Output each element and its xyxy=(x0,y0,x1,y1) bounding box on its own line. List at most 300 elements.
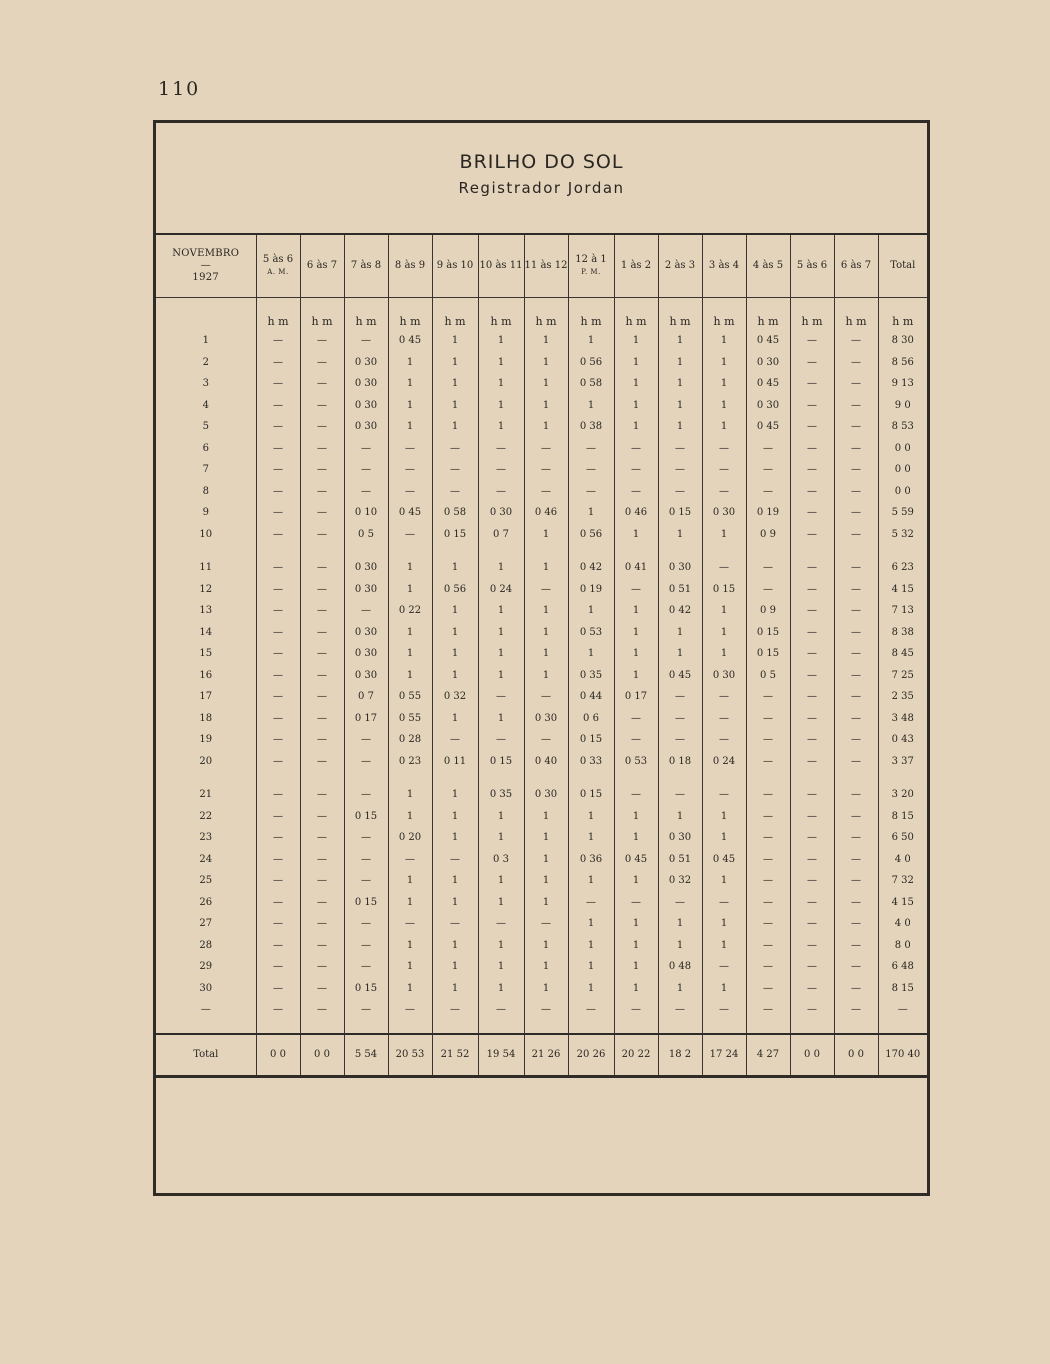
value-cell: 3 37 xyxy=(878,751,927,773)
spacer-cell xyxy=(834,1021,878,1034)
value-cell: — xyxy=(834,913,878,935)
value-cell: — xyxy=(790,459,834,481)
value-cell: 6 23 xyxy=(878,557,927,579)
value-cell: — xyxy=(614,729,658,751)
value-cell: — xyxy=(300,438,344,460)
value-cell: 0 18 xyxy=(658,751,702,773)
value-cell: — xyxy=(344,481,388,503)
value-cell: 1 xyxy=(524,956,568,978)
table-row xyxy=(156,600,927,622)
value-cell: 1 xyxy=(388,579,432,601)
value-cell: 1 xyxy=(388,870,432,892)
sunshine-table xyxy=(156,235,927,1078)
table-row xyxy=(156,751,927,773)
value-cell: 0 30 xyxy=(702,665,746,687)
day-cell: 16 xyxy=(199,669,213,681)
value-cell: — xyxy=(790,643,834,665)
value-cell: — xyxy=(256,416,300,438)
value-cell: — xyxy=(702,784,746,806)
units-cell: h m xyxy=(878,298,927,331)
value-cell: 1 xyxy=(658,395,702,417)
value-cell: 0 30 xyxy=(478,502,524,524)
value-cell: — xyxy=(746,686,790,708)
units-cell: h m xyxy=(658,298,702,331)
value-cell: 1 xyxy=(478,330,524,352)
value-cell: 0 5 xyxy=(344,524,388,546)
value-cell: 1 xyxy=(524,665,568,687)
value-cell: — xyxy=(790,665,834,687)
value-cell: 1 xyxy=(614,956,658,978)
value-cell: 0 30 xyxy=(746,352,790,374)
value-cell: 1 xyxy=(614,622,658,644)
value-cell: — xyxy=(746,892,790,914)
value-cell: — xyxy=(256,827,300,849)
total-cell: 0 0 xyxy=(790,1034,834,1077)
day-cell: 7 xyxy=(202,464,209,476)
value-cell: 8 15 xyxy=(878,978,927,1000)
value-cell: — xyxy=(658,999,702,1021)
value-cell: — xyxy=(300,978,344,1000)
value-cell: 1 xyxy=(432,956,478,978)
table-row xyxy=(156,870,927,892)
value-cell: — xyxy=(432,849,478,871)
value-cell: — xyxy=(388,849,432,871)
value-cell: — xyxy=(478,686,524,708)
value-cell: — xyxy=(746,806,790,828)
value-cell: 1 xyxy=(702,395,746,417)
value-cell: 1 xyxy=(388,665,432,687)
value-cell: 1 xyxy=(388,352,432,374)
column-header-label: 3 às 4 xyxy=(708,260,740,271)
value-cell: 1 xyxy=(524,524,568,546)
units-cell: h m xyxy=(790,298,834,331)
table-frame xyxy=(153,120,930,1196)
value-cell: 1 xyxy=(478,557,524,579)
column-header xyxy=(790,235,834,298)
spacer-cell xyxy=(834,545,878,557)
value-cell: — xyxy=(300,751,344,773)
value-cell: — xyxy=(790,892,834,914)
value-cell: — xyxy=(524,459,568,481)
value-cell: 1 xyxy=(478,935,524,957)
value-cell: 1 xyxy=(614,643,658,665)
value-cell: — xyxy=(746,913,790,935)
day-cell: 27 xyxy=(199,918,213,930)
value-cell: 1 xyxy=(614,416,658,438)
value-cell: 1 xyxy=(478,956,524,978)
value-cell: 7 13 xyxy=(878,600,927,622)
table-row xyxy=(156,502,927,524)
value-cell: 0 15 xyxy=(344,806,388,828)
value-cell: 0 0 xyxy=(878,459,927,481)
value-cell: — xyxy=(790,622,834,644)
value-cell: 0 15 xyxy=(344,978,388,1000)
value-cell: 1 xyxy=(432,784,478,806)
value-cell: — xyxy=(300,849,344,871)
value-cell: — xyxy=(300,892,344,914)
table-row xyxy=(156,459,927,481)
value-cell: 0 15 xyxy=(344,892,388,914)
units-cell: h m xyxy=(746,298,790,331)
value-cell: 1 xyxy=(478,600,524,622)
value-cell: — xyxy=(300,502,344,524)
spacer-cell xyxy=(614,545,658,557)
total-cell: 21 26 xyxy=(524,1034,568,1077)
spacer-cell xyxy=(658,1021,702,1034)
day-cell: 2 xyxy=(202,356,209,368)
value-cell: 1 xyxy=(524,395,568,417)
value-cell: — xyxy=(478,481,524,503)
value-cell: 4 0 xyxy=(878,913,927,935)
value-cell: — xyxy=(834,524,878,546)
spacer-cell xyxy=(300,1021,344,1034)
value-cell: 1 xyxy=(524,870,568,892)
value-cell: 1 xyxy=(614,352,658,374)
total-cell: 5 54 xyxy=(344,1034,388,1077)
column-header xyxy=(614,235,658,298)
value-cell: — xyxy=(746,935,790,957)
value-cell: — xyxy=(834,373,878,395)
value-cell: 1 xyxy=(568,643,614,665)
value-cell: — xyxy=(658,481,702,503)
value-cell: 0 30 xyxy=(746,395,790,417)
day-cell: 4 xyxy=(202,399,209,411)
spacer-cell xyxy=(344,545,388,557)
value-cell: 1 xyxy=(568,806,614,828)
column-header-label: 2 às 3 xyxy=(664,260,696,271)
day-cell: 21 xyxy=(199,789,213,801)
value-cell: 8 15 xyxy=(878,806,927,828)
value-cell: — xyxy=(614,708,658,730)
value-cell: 1 xyxy=(568,395,614,417)
value-cell: 4 15 xyxy=(878,892,927,914)
column-header-sub: P. M. xyxy=(581,268,601,276)
value-cell: — xyxy=(300,481,344,503)
value-cell: — xyxy=(344,751,388,773)
value-cell: 0 30 xyxy=(344,643,388,665)
table-row xyxy=(156,579,927,601)
value-cell: — xyxy=(834,643,878,665)
total-cell: 170 40 xyxy=(878,1034,927,1077)
column-header xyxy=(256,235,300,298)
value-cell: — xyxy=(790,524,834,546)
value-cell: — xyxy=(746,956,790,978)
value-cell: — xyxy=(388,481,432,503)
value-cell: 1 xyxy=(524,849,568,871)
value-cell: 0 42 xyxy=(568,557,614,579)
value-cell: 0 56 xyxy=(432,579,478,601)
day-cell: 11 xyxy=(199,562,213,574)
value-cell: — xyxy=(344,827,388,849)
value-cell: — xyxy=(300,806,344,828)
value-cell: 2 35 xyxy=(878,686,927,708)
value-cell: 0 45 xyxy=(746,416,790,438)
value-cell: — xyxy=(790,849,834,871)
value-cell: 0 51 xyxy=(658,579,702,601)
column-header-label: 6 às 7 xyxy=(306,260,338,271)
value-cell: 1 xyxy=(568,956,614,978)
value-cell: — xyxy=(702,956,746,978)
value-cell: 0 15 xyxy=(746,622,790,644)
value-cell: — xyxy=(746,870,790,892)
value-cell: — xyxy=(790,913,834,935)
units-cell: h m xyxy=(256,298,300,331)
value-cell: 1 xyxy=(524,806,568,828)
value-cell: — xyxy=(478,999,524,1021)
value-cell: — xyxy=(478,438,524,460)
value-cell: — xyxy=(256,643,300,665)
value-cell: 1 xyxy=(614,870,658,892)
table-row xyxy=(156,557,927,579)
value-cell: 1 xyxy=(388,956,432,978)
value-cell: — xyxy=(834,416,878,438)
value-cell: — xyxy=(746,999,790,1021)
value-cell: — xyxy=(256,729,300,751)
value-cell: 1 xyxy=(658,806,702,828)
value-cell: — xyxy=(834,806,878,828)
totals-row xyxy=(156,1034,927,1077)
value-cell: 0 30 xyxy=(524,708,568,730)
value-cell: — xyxy=(834,686,878,708)
value-cell: — xyxy=(344,870,388,892)
value-cell: 0 35 xyxy=(568,665,614,687)
spacer-cell xyxy=(878,1021,927,1034)
value-cell: — xyxy=(256,502,300,524)
value-cell: 0 7 xyxy=(344,686,388,708)
day-cell: 26 xyxy=(199,896,213,908)
column-header-row xyxy=(156,235,927,298)
table-row xyxy=(156,827,927,849)
value-cell: 1 xyxy=(658,913,702,935)
value-cell: — xyxy=(790,784,834,806)
value-cell: — xyxy=(300,665,344,687)
value-cell: — xyxy=(702,557,746,579)
value-cell: — xyxy=(256,665,300,687)
total-cell: 0 0 xyxy=(256,1034,300,1077)
value-cell: — xyxy=(478,729,524,751)
value-cell: 1 xyxy=(478,395,524,417)
spacer-cell xyxy=(702,772,746,784)
value-cell: 0 30 xyxy=(344,579,388,601)
spacer-cell xyxy=(388,772,432,784)
day-cell: 20 xyxy=(199,755,213,767)
value-cell: — xyxy=(614,579,658,601)
value-cell: — xyxy=(388,524,432,546)
value-cell: 1 xyxy=(478,827,524,849)
day-cell: 29 xyxy=(199,961,213,973)
value-cell: 0 30 xyxy=(344,557,388,579)
value-cell: — xyxy=(834,956,878,978)
value-cell: 1 xyxy=(478,665,524,687)
table-row xyxy=(156,330,927,352)
column-header xyxy=(658,235,702,298)
value-cell: 1 xyxy=(432,827,478,849)
value-cell: — xyxy=(834,665,878,687)
value-cell: 1 xyxy=(658,524,702,546)
value-cell: 0 15 xyxy=(658,502,702,524)
value-cell: 0 0 xyxy=(878,438,927,460)
value-cell: — xyxy=(790,708,834,730)
table-row xyxy=(156,784,927,806)
spacer-cell xyxy=(388,1021,432,1034)
value-cell: 0 48 xyxy=(658,956,702,978)
column-header xyxy=(432,235,478,298)
value-cell: — xyxy=(300,729,344,751)
day-cell: 9 xyxy=(202,507,209,519)
units-cell: h m xyxy=(834,298,878,331)
value-cell: 1 xyxy=(432,708,478,730)
value-cell: 1 xyxy=(524,557,568,579)
value-cell: — xyxy=(300,827,344,849)
value-cell: — xyxy=(878,999,927,1021)
spacer-cell xyxy=(524,545,568,557)
spacer-cell xyxy=(702,1021,746,1034)
page-number: 110 xyxy=(158,78,201,100)
value-cell: 1 xyxy=(702,978,746,1000)
value-cell: — xyxy=(300,643,344,665)
table-header xyxy=(156,123,927,235)
column-header-label: 4 às 5 xyxy=(752,260,784,271)
value-cell: 0 41 xyxy=(614,557,658,579)
value-cell: 0 45 xyxy=(702,849,746,871)
value-cell: — xyxy=(524,686,568,708)
blank-footer-area xyxy=(156,1073,927,1193)
value-cell: 0 46 xyxy=(614,502,658,524)
value-cell: 0 55 xyxy=(388,686,432,708)
value-cell: 1 xyxy=(658,416,702,438)
value-cell: — xyxy=(834,999,878,1021)
value-cell: 1 xyxy=(388,643,432,665)
table-row xyxy=(156,665,927,687)
units-cell: h m xyxy=(478,298,524,331)
value-cell: — xyxy=(790,956,834,978)
value-cell: — xyxy=(702,438,746,460)
value-cell: — xyxy=(834,935,878,957)
value-cell: — xyxy=(568,481,614,503)
value-cell: 1 xyxy=(478,373,524,395)
value-cell: 0 24 xyxy=(478,579,524,601)
value-cell: — xyxy=(790,557,834,579)
value-cell: 1 xyxy=(432,935,478,957)
value-cell: 0 32 xyxy=(432,686,478,708)
value-cell: — xyxy=(834,827,878,849)
value-cell: — xyxy=(790,502,834,524)
value-cell: 1 xyxy=(388,557,432,579)
column-header-label: 11 às 12 xyxy=(524,260,568,271)
spacer-cell xyxy=(256,545,300,557)
value-cell: — xyxy=(746,849,790,871)
value-cell: 0 30 xyxy=(344,622,388,644)
table-row xyxy=(156,438,927,460)
value-cell: — xyxy=(834,751,878,773)
value-cell: 1 xyxy=(702,352,746,374)
column-header-label: 9 às 10 xyxy=(436,260,474,271)
column-header-sub: A. M. xyxy=(267,268,289,276)
column-header-label: Total xyxy=(890,260,916,271)
value-cell: — xyxy=(300,708,344,730)
spacer-cell xyxy=(658,772,702,784)
table-row xyxy=(156,416,927,438)
value-cell: 0 40 xyxy=(524,751,568,773)
value-cell: — xyxy=(658,729,702,751)
value-cell: 0 45 xyxy=(388,330,432,352)
units-cell: h m xyxy=(524,298,568,331)
value-cell: — xyxy=(256,395,300,417)
value-cell: — xyxy=(834,330,878,352)
value-cell: — xyxy=(300,935,344,957)
value-cell: — xyxy=(300,330,344,352)
value-cell: — xyxy=(790,579,834,601)
units-cell-empty xyxy=(156,298,256,331)
value-cell: 7 32 xyxy=(878,870,927,892)
value-cell: — xyxy=(524,913,568,935)
value-cell: 0 15 xyxy=(478,751,524,773)
value-cell: — xyxy=(790,373,834,395)
spacer-cell xyxy=(432,1021,478,1034)
value-cell: 1 xyxy=(524,892,568,914)
table-row xyxy=(156,395,927,417)
year-label: 1927 xyxy=(192,272,220,283)
value-cell: — xyxy=(300,870,344,892)
value-cell: — xyxy=(746,708,790,730)
value-cell: — xyxy=(834,892,878,914)
day-cell: 23 xyxy=(199,832,213,844)
value-cell: 0 32 xyxy=(658,870,702,892)
value-cell: — xyxy=(658,686,702,708)
value-cell: — xyxy=(790,978,834,1000)
value-cell: 0 35 xyxy=(478,784,524,806)
value-cell: — xyxy=(256,978,300,1000)
day-cell: 5 xyxy=(202,421,209,433)
total-cell: 4 27 xyxy=(746,1034,790,1077)
value-cell: — xyxy=(388,913,432,935)
value-cell: — xyxy=(300,373,344,395)
column-header-label: 10 às 11 xyxy=(479,260,523,271)
value-cell: — xyxy=(790,729,834,751)
value-cell: — xyxy=(300,416,344,438)
value-cell: — xyxy=(568,459,614,481)
table-row xyxy=(156,729,927,751)
value-cell: — xyxy=(790,999,834,1021)
value-cell: 1 xyxy=(702,600,746,622)
total-cell: 19 54 xyxy=(478,1034,524,1077)
spacer-cell xyxy=(614,772,658,784)
spacer-cell xyxy=(156,545,256,557)
value-cell: — xyxy=(568,999,614,1021)
value-cell: 1 xyxy=(432,806,478,828)
day-cell: 17 xyxy=(199,691,213,703)
value-cell: 1 xyxy=(432,600,478,622)
day-cell: 15 xyxy=(199,648,213,660)
value-cell: — xyxy=(834,600,878,622)
value-cell: — xyxy=(790,438,834,460)
value-cell: 1 xyxy=(658,643,702,665)
value-cell: — xyxy=(524,481,568,503)
value-cell: 1 xyxy=(524,600,568,622)
value-cell: — xyxy=(834,352,878,374)
value-cell: — xyxy=(300,913,344,935)
value-cell: — xyxy=(344,849,388,871)
value-cell: — xyxy=(256,330,300,352)
value-cell: 0 45 xyxy=(388,502,432,524)
units-row xyxy=(156,298,927,331)
value-cell: 1 xyxy=(478,416,524,438)
value-cell: 1 xyxy=(478,352,524,374)
value-cell: 0 5 xyxy=(746,665,790,687)
value-cell: — xyxy=(790,352,834,374)
value-cell: — xyxy=(300,600,344,622)
value-cell: — xyxy=(834,784,878,806)
